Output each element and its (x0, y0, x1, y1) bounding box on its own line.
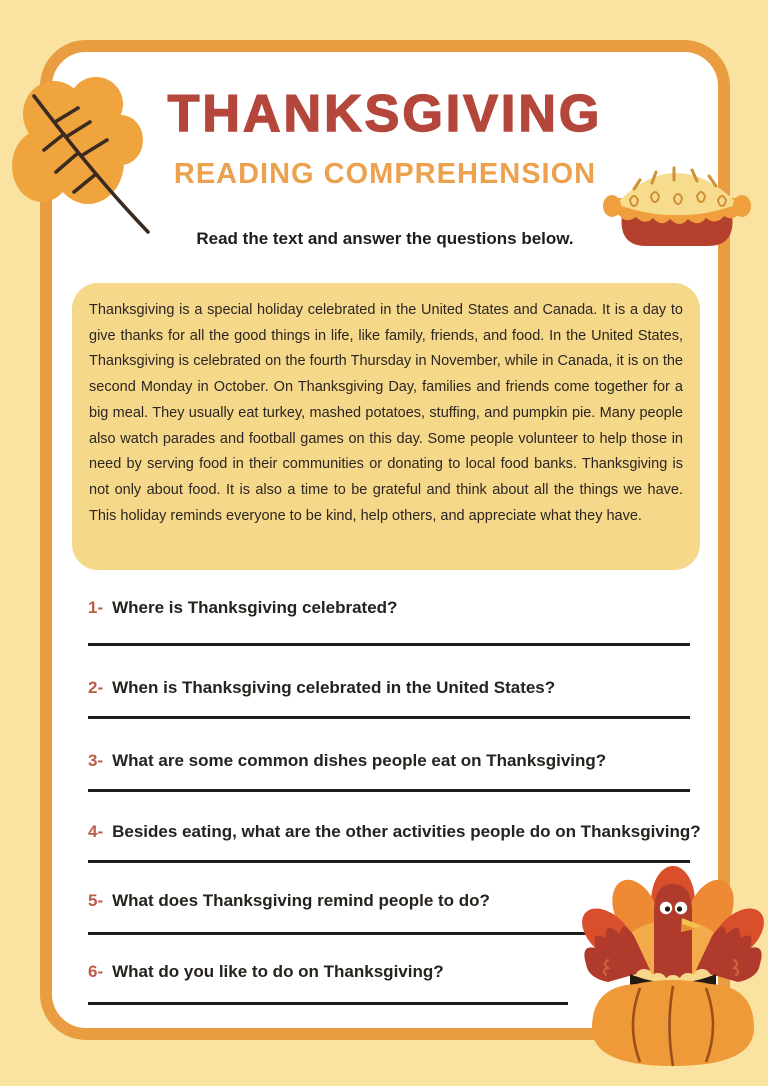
answer-line-5[interactable] (88, 932, 588, 935)
instruction-text: Read the text and answer the questions below. (196, 229, 574, 248)
question-text: What are some common dishes people eat on Thanksgiving? (112, 751, 607, 770)
question-number: 2- (88, 678, 104, 697)
question-number: 4- (88, 822, 104, 841)
reading-passage: Thanksgiving is a special holiday celebrated in the United States and Canada. It is a day to give thanks for all the good things in life, like family, friends, and food. In the United States, Thanksgiving is celebrated on the fourth Thursday in November, while in Canada, it is on the second Monday in October. On Thanksgiving Day, families and friends come together for a big meal. They usually eat turkey, mashed potatoes, stuffing, and pumpkin pie. Many people also watch parades and football games on this day. Some people volunteer to help those in need by serving food in their communities or donating to local food banks. Thanksgiving is not only about food. It is also a time to be grateful and think about all the things we have. This holiday reminds everyone to be kind, help others, and appreciate what they have. (72, 283, 700, 570)
question-number: 3- (88, 751, 104, 770)
question-text: When is Thanksgiving celebrated in the United States? (112, 678, 556, 697)
answer-line-2[interactable] (88, 716, 690, 719)
answer-line-1[interactable] (88, 643, 690, 646)
question-number: 1- (88, 598, 104, 617)
pumpkin-pie-icon (596, 156, 758, 252)
answer-line-3[interactable] (88, 789, 690, 792)
worksheet-title: THANKSGIVING (167, 85, 603, 143)
question-text: What do you like to do on Thanksgiving? (112, 962, 444, 981)
question-number: 6- (88, 962, 104, 981)
question-text: Where is Thanksgiving celebrated? (112, 598, 398, 617)
question-number: 5- (88, 891, 104, 910)
answer-line-6[interactable] (88, 1002, 568, 1005)
question-text: What does Thanksgiving remind people to do? (112, 891, 490, 910)
question-item-1 (88, 598, 698, 618)
autumn-leaf-icon (8, 70, 160, 242)
question-item-2 (88, 678, 698, 698)
question-text: Besides eating, what are the other activities people do on Thanksgiving? (112, 822, 701, 841)
worksheet-subtitle: READING COMPREHENSION (173, 158, 597, 190)
question-item-3 (88, 751, 698, 771)
question-item-4 (88, 822, 701, 842)
turkey-in-pumpkin-icon (578, 860, 768, 1070)
